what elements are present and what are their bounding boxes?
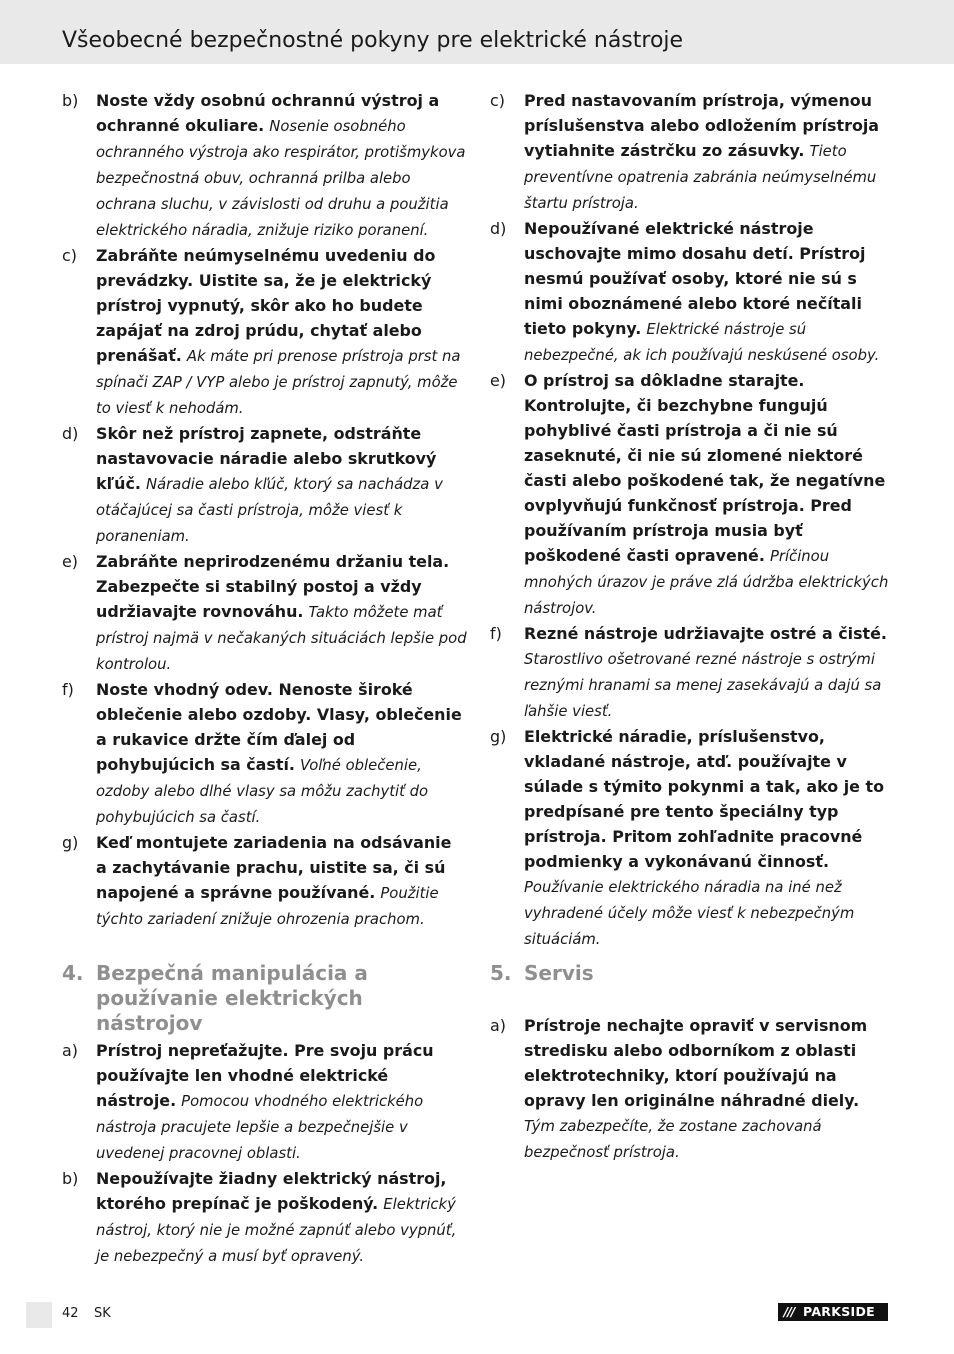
item-label: d) — [490, 219, 507, 238]
section-number: 4. — [62, 961, 84, 985]
item-italic-text: Takto môžete mať prístroj najmä v nečakaných situáciách lepšie pod kontrolou. — [96, 604, 467, 673]
item-bold-text: Zabráňte neúmyselnému uvedeniu do prevádzky. Uistite sa, že je elektrický prístroj vypnutý, skôr ako ho budete zapájať na zdroj prúdu, chytať alebo prenášať. — [96, 246, 436, 365]
item-italic-text: Nosenie osobného ochranného výstroja ako respirátor, protišmykova bezpečnostná obuv, ochranná prilba alebo ochrana sluchu, v závislosti od druhu a použitia elektrického náradia, znižuje riziko poranení. — [96, 118, 466, 239]
brand-slashes-icon: /// — [783, 1304, 795, 1319]
item-bold-text: Noste vhodný odev. Nenoste široké oblečenie alebo ozdoby. Vlasy, oblečenie a rukavice držte čím ďalej od pohybujúcich sa častí. — [96, 680, 462, 774]
item-bold-text: Keď montujete zariadenia na odsávanie a zachytávanie prachu, uistite sa, či sú napojené a správne používané. — [96, 833, 452, 902]
section-title: Servis — [524, 961, 594, 985]
item-label: d) — [62, 424, 79, 443]
list-item — [62, 243, 467, 421]
list-item — [490, 216, 890, 368]
section-4-items — [62, 1038, 467, 1269]
item-label: b) — [62, 91, 79, 110]
item-italic-text: Pomocou vhodného elektrického nástroja pracujete lepšie a bezpečnejšie v uvedenej pracovnej oblasti. — [96, 1093, 424, 1162]
list-item — [490, 724, 890, 952]
item-italic-text: Voľné oblečenie, ozdoby alebo dlhé vlasy sa môžu zachytiť do pohybujúcich sa častí. — [96, 757, 429, 826]
item-bold-text: Zabráňte neprirodzenému držaniu tela. Zabezpečte si stabilný postoj a vždy udržiavajte rovnováhu. — [96, 552, 450, 621]
item-text — [524, 216, 890, 368]
item-bold-text: Nepoužívané elektrické nástroje uschovajte mimo dosahu detí. Prístroj nesmú používať osoby, ktoré nie sú s nimi oboznámené alebo ktoré nečítali tieto pokyny. — [524, 219, 866, 338]
item-bold-text: Prístroj nepreťažujte. Pre svoju prácu používajte len vhodné elektrické nástroje. — [96, 1041, 434, 1110]
item-text — [524, 368, 890, 621]
item-text — [524, 724, 890, 952]
list-item — [490, 621, 890, 724]
item-label: c) — [490, 91, 505, 110]
item-bold-text: Pred nastavovaním prístroja, výmenou príslušenstva alebo odložením prístroja vytiahnite zástrčku zo zásuvky. — [524, 91, 880, 160]
item-italic-text: Používanie elektrického náradia na iné než vyhradené účely môže viesť k nebezpečným situáciám. — [524, 879, 855, 948]
brand-name: PARKSIDE — [803, 1304, 875, 1319]
list-item — [62, 830, 467, 932]
list-item — [62, 1038, 467, 1166]
item-label: g) — [62, 833, 79, 852]
page-marker-box — [26, 1302, 52, 1328]
item-text — [524, 1013, 890, 1165]
item-label: a) — [490, 1016, 506, 1035]
item-text — [96, 677, 467, 830]
item-label: g) — [490, 727, 507, 746]
item-bold-text: Skôr než prístroj zapnete, odstráňte nastavovacie náradie alebo skrutkový kľúč. — [96, 424, 437, 493]
list-item — [62, 677, 467, 830]
item-text — [96, 830, 467, 932]
item-text — [524, 88, 890, 216]
item-text — [96, 1038, 467, 1166]
list-item — [62, 1166, 467, 1269]
list-item — [490, 1013, 890, 1165]
item-text — [96, 243, 467, 421]
item-bold-text: Prístroje nechajte opraviť v servisnom stredisku alebo odborníkom z oblasti elektrotechniky, ktorí používajú na opravy len originálne náhradné diely. — [524, 1016, 868, 1110]
list-item — [62, 549, 467, 677]
list-item — [62, 421, 467, 549]
section-number: 5. — [490, 961, 512, 985]
item-italic-text: Elektrický nástroj, ktorý nie je možné zapnúť alebo vypnúť, je nebezpečný a musí byť opravený. — [96, 1196, 457, 1265]
list-item — [62, 88, 467, 243]
item-label: e) — [62, 552, 78, 571]
item-label: f) — [490, 624, 502, 643]
item-label: b) — [62, 1169, 79, 1188]
list-item — [490, 88, 890, 216]
item-bold-text: Nepoužívajte žiadny elektrický nástroj, ktorého prepínač je poškodený. — [96, 1169, 447, 1213]
page-title: Všeobecné bezpečnostné pokyny pre elektrické nástroje — [62, 28, 684, 53]
item-text — [96, 549, 467, 677]
item-italic-text: Ak máte pri prenose prístroja prst na spínači ZAP / VYP alebo je prístroj zapnutý, môže to viesť k nehodám. — [96, 348, 461, 417]
list-item — [490, 368, 890, 621]
left-column — [62, 88, 467, 932]
item-text — [96, 1166, 467, 1269]
item-italic-text: Tým zabezpečíte, že zostane zachovaná bezpečnosť prístroja. — [524, 1118, 822, 1161]
section-4-heading — [62, 961, 467, 1036]
item-bold-text: Elektrické náradie, príslušenstvo, vkladané nástroje, atď. používajte v súlade s týmito pokynmi a tak, ako je to predpísané pre tento špeciálny typ prístroja. Pritom zohľadnite pracovné podmienky a vykonávanú činnosť. — [524, 727, 884, 871]
item-label: f) — [62, 680, 74, 699]
item-bold-text: Rezné nástroje udržiavajte ostré a čisté. — [524, 624, 887, 643]
item-italic-text: Starostlivo ošetrované rezné nástroje s ostrými reznými hranami sa menej zasekávajú a dajú sa ľahšie viesť. — [524, 651, 882, 720]
item-bold-text: O prístroj sa dôkladne starajte. Kontrolujte, či bezchybne fungujú pohyblivé časti prístroja a či nie sú zaseknuté, či nie sú zlomené niektoré časti alebo poškodené tak, že negatívne ovplyvňujú funkčnosť prístroja. Pred používaním prístroja musia byť poškodené časti opravené. — [524, 371, 886, 565]
brand-logo — [778, 1303, 888, 1321]
right-column — [490, 88, 890, 952]
item-italic-text: Elektrické nástroje sú nebezpečné, ak ich používajú neskúsené osoby. — [524, 321, 880, 364]
section-5-heading — [490, 961, 890, 986]
item-label: c) — [62, 246, 77, 265]
page-number: 42 — [62, 1306, 79, 1321]
item-bold-text: Noste vždy osobnú ochrannú výstroj a ochranné okuliare. — [96, 91, 440, 135]
header-band — [0, 0, 954, 64]
item-text — [96, 421, 467, 549]
section-5-items — [490, 1013, 890, 1165]
item-text — [96, 88, 467, 243]
section-title: Bezpečná manipulácia a používanie elektrických nástrojov — [96, 961, 368, 1035]
item-label: e) — [490, 371, 506, 390]
item-italic-text: Tieto preventívne opatrenia zabránia neúmyselnému štartu prístroja. — [524, 143, 877, 212]
language-code: SK — [94, 1306, 111, 1321]
item-text — [524, 621, 890, 724]
item-italic-text: Použitie týchto zariadení znižuje ohrozenia prachom. — [96, 885, 439, 928]
item-label: a) — [62, 1041, 78, 1060]
item-italic-text: Náradie alebo kľúč, ktorý sa nachádza v otáčajúcej sa časti prístroja, môže viesť k poraneniam. — [96, 476, 443, 545]
item-italic-text: Príčinou mnohých úrazov je práve zlá údržba elektrických nástrojov. — [524, 548, 889, 617]
